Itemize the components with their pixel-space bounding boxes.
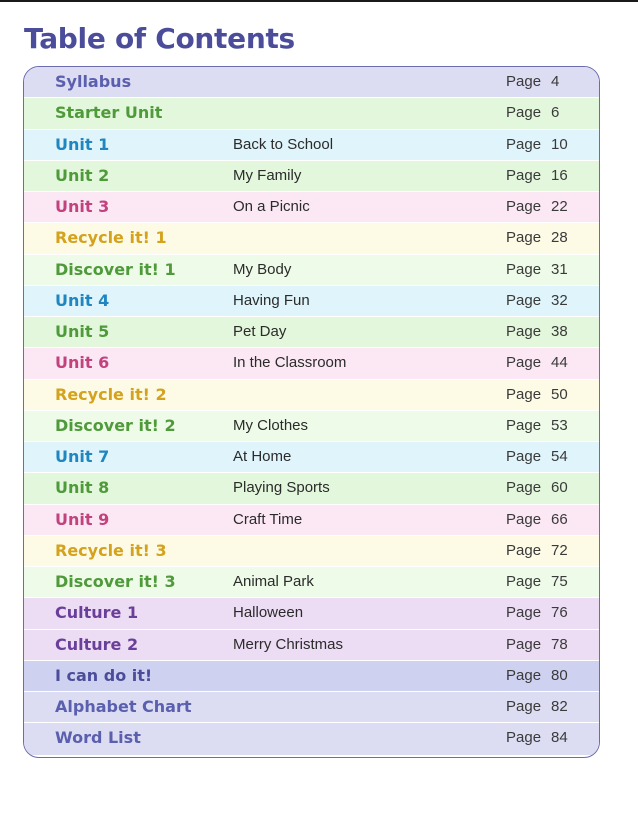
toc-row-label: Word List xyxy=(55,728,141,748)
toc-row[interactable] xyxy=(24,67,599,98)
toc-row-page-number: 53 xyxy=(551,416,568,434)
toc-row-page-word: Page xyxy=(506,604,542,622)
toc-row-topic: Animal Park xyxy=(233,573,314,590)
toc-row-page-word: Page xyxy=(506,291,542,309)
toc-row-page-number: 10 xyxy=(551,135,568,153)
toc-row-page-word: Page xyxy=(506,635,542,653)
toc-row-label: Unit 1 xyxy=(55,134,110,154)
toc-row[interactable] xyxy=(24,192,599,223)
toc-row[interactable] xyxy=(24,692,599,723)
toc-row-page-number: 31 xyxy=(551,260,568,278)
toc-row[interactable] xyxy=(24,411,599,442)
toc-row-page-word: Page xyxy=(506,354,542,372)
toc-row-label: I can do it! xyxy=(55,665,153,685)
top-rule xyxy=(0,0,638,2)
toc-row-page-number: 6 xyxy=(551,104,560,122)
toc-row[interactable] xyxy=(24,223,599,254)
toc-row-page-number: 54 xyxy=(551,448,568,465)
toc-row-label: Discover it! 1 xyxy=(55,259,176,279)
toc-row-topic: Merry Christmas xyxy=(233,635,344,653)
toc-row-topic: Halloween xyxy=(233,604,304,622)
toc-row-topic: Back to School xyxy=(233,135,334,153)
toc-row-topic: At Home xyxy=(233,448,292,465)
toc-row[interactable] xyxy=(24,505,599,536)
toc-row[interactable] xyxy=(24,598,599,629)
toc-row[interactable] xyxy=(24,380,599,411)
toc-row-label: Discover it! 3 xyxy=(55,572,176,591)
toc-row-label: Unit 9 xyxy=(55,509,110,529)
toc-row-page-word: Page xyxy=(506,573,542,590)
toc-row-page-number: 75 xyxy=(551,573,568,590)
toc-row-page-word: Page xyxy=(506,541,542,559)
toc-row[interactable] xyxy=(24,473,599,504)
toc-row-page-number: 72 xyxy=(551,541,568,559)
toc-row-page-number: 78 xyxy=(551,635,568,653)
toc-row[interactable] xyxy=(24,286,599,317)
toc-row[interactable] xyxy=(24,161,599,192)
toc-row[interactable] xyxy=(24,661,599,692)
toc-row-page-word: Page xyxy=(506,448,542,465)
toc-row-page-word: Page xyxy=(506,666,542,684)
toc-row-topic: Having Fun xyxy=(233,291,310,309)
toc-row-page-number: 16 xyxy=(551,166,568,184)
toc-row-label: Starter Unit xyxy=(55,103,163,123)
toc-row-page-word: Page xyxy=(506,479,542,497)
toc-row-label: Unit 5 xyxy=(55,322,110,341)
toc-row-page-word: Page xyxy=(506,416,542,434)
toc-row-page-word: Page xyxy=(506,198,542,215)
toc-row-topic: My Family xyxy=(233,166,302,184)
toc-row-page-number: 4 xyxy=(551,73,560,90)
toc-row-page-number: 84 xyxy=(551,729,568,747)
toc-row-page-number: 38 xyxy=(551,323,568,340)
toc-row-page-word: Page xyxy=(506,385,542,403)
toc-row-page-word: Page xyxy=(506,260,542,278)
toc-row[interactable] xyxy=(24,98,599,129)
toc-row-page-word: Page xyxy=(506,729,542,747)
toc-row-page-number: 82 xyxy=(551,698,568,715)
toc-row-topic: My Clothes xyxy=(233,416,309,434)
toc-row-page-word: Page xyxy=(506,323,542,340)
toc-row-page-word: Page xyxy=(506,229,542,247)
toc-row[interactable] xyxy=(24,348,599,379)
toc-row-page-number: 60 xyxy=(551,479,568,497)
toc-row-page-word: Page xyxy=(506,135,542,153)
toc-row-label: Culture 1 xyxy=(55,603,139,623)
toc-row-label: Unit 3 xyxy=(55,197,110,216)
toc-row[interactable] xyxy=(24,630,599,661)
toc-row[interactable] xyxy=(24,317,599,348)
toc-row[interactable] xyxy=(24,536,599,567)
toc-row-page-word: Page xyxy=(506,698,542,715)
toc-row-label: Recycle it! 1 xyxy=(55,228,167,248)
toc-row[interactable] xyxy=(24,130,599,161)
toc-row-page-word: Page xyxy=(506,104,542,122)
toc-row[interactable] xyxy=(24,567,599,598)
toc-row-page-number: 22 xyxy=(551,198,568,215)
toc-row-label: Unit 8 xyxy=(55,478,110,498)
toc-row-topic: On a Picnic xyxy=(233,198,310,215)
table-of-contents xyxy=(23,66,600,758)
toc-row[interactable] xyxy=(24,723,599,754)
toc-row-topic: Craft Time xyxy=(233,510,303,528)
toc-row-topic: My Body xyxy=(233,260,292,278)
page-title: Table of Contents xyxy=(24,22,295,55)
toc-row-label: Recycle it! 2 xyxy=(55,384,167,404)
toc-row-page-number: 76 xyxy=(551,604,568,622)
toc-row-page-number: 28 xyxy=(551,229,568,247)
toc-row-page-number: 80 xyxy=(551,666,568,684)
toc-row-page-number: 66 xyxy=(551,510,568,528)
toc-row-page-word: Page xyxy=(506,73,542,90)
toc-row-topic: In the Classroom xyxy=(233,354,347,372)
toc-row[interactable] xyxy=(24,255,599,286)
toc-row-label: Recycle it! 3 xyxy=(55,540,167,560)
toc-row-label: Unit 7 xyxy=(55,447,110,466)
toc-row-label: Alphabet Chart xyxy=(55,697,192,716)
toc-row-label: Discover it! 2 xyxy=(55,415,176,435)
toc-row-page-word: Page xyxy=(506,510,542,528)
toc-row-page-word: Page xyxy=(506,166,542,184)
toc-row-page-number: 50 xyxy=(551,385,568,403)
toc-row-page-number: 32 xyxy=(551,291,568,309)
toc-row-label: Unit 2 xyxy=(55,165,110,185)
toc-row-label: Culture 2 xyxy=(55,634,139,654)
toc-row-topic: Playing Sports xyxy=(233,479,330,497)
toc-row-label: Unit 4 xyxy=(55,290,110,310)
toc-row-page-number: 44 xyxy=(551,354,568,372)
toc-row-label: Unit 6 xyxy=(55,353,110,373)
toc-row[interactable] xyxy=(24,442,599,473)
toc-row-label: Syllabus xyxy=(55,72,132,91)
toc-row-topic: Pet Day xyxy=(233,323,287,340)
